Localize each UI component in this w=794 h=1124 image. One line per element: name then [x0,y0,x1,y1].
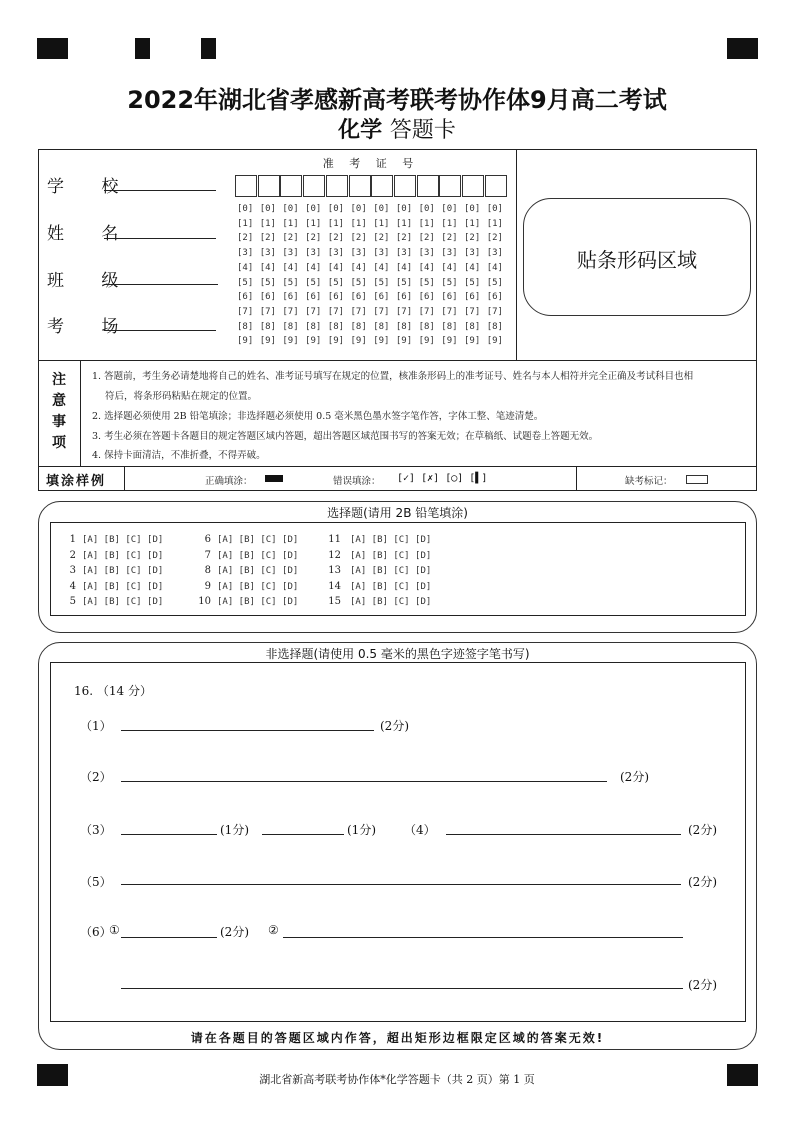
exam-id-digit-bubble[interactable]: [3] [395,248,413,259]
answer-line-5[interactable] [121,884,681,885]
page-title: 2022年湖北省孝感新高考联考协作体9月高二考试 [127,86,667,114]
alignment-mark [135,38,150,59]
wrong-fill-sample: [◯] [445,473,464,484]
question-number: 13 [328,565,341,576]
alignment-mark [37,38,68,59]
answer-bubbles[interactable]: [A] [B] [C] [D] [82,550,164,561]
answer-bubbles[interactable]: [A] [B] [C] [D] [217,581,299,592]
exam-id-digit-bubble[interactable]: [9] [418,336,435,347]
question-number: 1 [69,534,76,545]
room-label: 考 场 [47,317,135,337]
question-number: 6 [204,534,211,545]
name-field[interactable] [104,238,216,239]
exam-id-digit-bubble[interactable]: [9] [327,336,345,347]
exam-id-digit-bubble[interactable]: [0] [441,204,458,214]
exam-id-digit-bubble[interactable]: [5] [486,277,503,288]
exam-id-cell[interactable] [258,175,280,197]
exam-id-digit-bubble[interactable]: [0] [282,204,299,214]
exam-id-digit-bubble[interactable]: [8] [350,321,367,332]
exam-id-digit-bubble[interactable]: [9] [464,336,481,347]
exam-id-digit-bubble[interactable]: [8] [441,321,458,332]
exam-id-digit-bubble[interactable]: [2] [350,233,367,244]
exam-id-digit-bubble[interactable]: [8] [395,321,413,332]
question-number: 14 [328,580,341,592]
answer-line-6b[interactable] [283,937,683,938]
exam-id-digit-bubble[interactable]: [3] [441,248,458,259]
divider [80,360,81,467]
exam-id-digit-bubble[interactable]: [8] [327,321,345,332]
exam-id-digit-bubble[interactable]: [4] [464,262,481,273]
part-2-label: （2） [80,770,112,784]
exam-id-digit-bubble[interactable]: [4] [327,262,345,273]
exam-id-digit-bubble[interactable]: [2] [373,233,390,244]
exam-id-digit-bubble[interactable]: [2] [305,233,322,244]
exam-id-digit-bubble[interactable]: [7] [418,306,435,317]
exam-id-digit-bubble[interactable]: [7] [464,306,481,317]
answer-bubbles[interactable]: [A] [B] [C] [D] [350,581,432,592]
note-item: 3. 考生必须在答题卡各题目的规定答题区域内答题，超出答题区域范围书写的答案无效；在草稿纸、试题卷上答题无效。 [92,431,599,442]
alignment-mark [201,38,216,59]
answer-bubbles[interactable]: [A] [B] [C] [D] [350,566,432,576]
exam-id-digit-bubble[interactable]: [0] [373,204,390,214]
exam-id-digit-bubble[interactable]: [1] [259,218,276,229]
exam-id-digit-bubble[interactable]: [1] [373,218,390,229]
exam-id-digit-bubble[interactable]: [9] [395,336,413,347]
answer-bubbles[interactable]: [A] [B] [C] [D] [82,535,164,545]
exam-id-digit-bubble[interactable]: [3] [305,248,322,259]
exam-id-digit-bubble[interactable]: [7] [237,306,254,317]
score-label: (2分) [380,719,409,733]
exam-id-digit-bubble[interactable]: [6] [237,292,254,303]
exam-id-digit-bubble[interactable]: [9] [373,336,390,347]
divider [516,149,517,361]
exam-id-digit-bubble[interactable]: [7] [282,306,299,317]
notes-heading [38,370,80,454]
score-label: (1分) [220,823,249,837]
exam-id-digit-bubble[interactable]: [1] [327,218,345,229]
correct-fill-label: 正确填涂： [205,476,253,487]
note-item: 1. 答题前，考生务必请楚地将自己的姓名、准考证号填写在规定的位置，核准条形码上的准考证号、姓名与本人相符并完全正确及考试科目也相 [92,371,694,382]
answer-bubbles[interactable]: [A] [B] [C] [D] [350,550,432,561]
barcode-label: 贴条形码区域 [577,248,697,272]
exam-id-digit-bubble[interactable]: [0] [418,204,435,214]
alignment-mark [727,38,758,59]
exam-id-digit-bubble[interactable]: [4] [441,262,458,273]
school-label: 学 校 [47,177,135,197]
exam-id-digit-bubble[interactable]: [3] [373,248,390,259]
exam-id-digit-bubble[interactable]: [8] [373,321,390,332]
exam-id-digit-bubble[interactable]: [8] [282,321,299,332]
score-label: (2分) [688,978,717,992]
exam-id-digit-bubble[interactable]: [1] [237,218,254,229]
answer-area-warning: 请在各题目的答题区域内作答，超出矩形边框限定区域的答案无效! [190,1031,605,1045]
wrong-fill-label: 错误填涂： [333,476,381,487]
exam-id-digit-bubble[interactable]: [7] [305,306,322,317]
exam-id-digit-bubble[interactable]: [4] [418,262,435,273]
answer-bubbles[interactable]: [A] [B] [C] [D] [350,597,432,607]
exam-id-digit-bubble[interactable]: [4] [373,262,390,273]
nonchoice-answer-area [50,662,746,1022]
exam-id-digit-bubble[interactable]: [4] [395,262,413,273]
school-field[interactable] [104,190,216,191]
question-number: 15 [328,596,341,607]
exam-id-digit-bubble[interactable]: [0] [327,204,345,214]
divider [576,466,577,491]
exam-id-digit-bubble[interactable]: [0] [464,204,481,214]
exam-id-digit-bubble[interactable]: [6] [418,292,435,303]
answer-bubbles[interactable]: [A] [B] [C] [D] [350,535,432,545]
correct-fill-sample [265,475,283,482]
exam-id-digit-bubble[interactable]: [7] [441,306,458,317]
exam-id-digit-bubble[interactable]: [7] [373,306,390,317]
part-4-label: （4） [404,823,436,837]
exam-id-digit-bubble[interactable]: [2] [441,233,458,244]
exam-id-digit-bubble[interactable]: [9] [486,336,503,347]
exam-id-digit-bubble[interactable]: [7] [327,306,345,317]
exam-id-label: 准 考 证 号 [322,157,420,170]
exam-id-digit-bubble[interactable]: [6] [305,292,322,303]
exam-id-digit-bubble[interactable]: [2] [259,233,276,244]
absent-mark-box[interactable] [686,475,708,484]
notes-heading-char: 注 [52,372,66,388]
exam-id-cell[interactable] [235,175,257,197]
wrong-fill-sample: [✓] [397,473,416,484]
answer-line-2[interactable] [121,781,607,782]
exam-id-cell[interactable] [303,175,325,197]
score-label: (2分) [688,823,717,837]
answer-bubbles[interactable]: [A] [B] [C] [D] [217,597,299,607]
exam-id-digit-bubble[interactable]: [2] [464,233,481,244]
answer-bubbles[interactable]: [A] [B] [C] [D] [82,581,164,592]
exam-id-digit-bubble[interactable]: [3] [259,248,276,259]
exam-id-digit-bubble[interactable]: [1] [305,218,322,229]
question-16-label: 16. （14 分） [74,684,152,698]
exam-id-digit-bubble[interactable]: [6] [395,292,413,303]
exam-id-digit-bubble[interactable]: [3] [237,248,254,259]
question-number: 3 [69,565,76,576]
exam-id-digit-bubble[interactable]: [5] [395,277,413,288]
nonchoice-title: 非选择题(请使用 0.5 毫米的黑色字迹签字笔书写) [265,647,530,661]
exam-id-digit-bubble[interactable]: [3] [282,248,299,259]
notes-heading-char: 项 [52,435,66,451]
exam-id-digit-bubble[interactable]: [1] [350,218,367,229]
exam-id-digit-bubble[interactable]: [0] [305,204,322,214]
exam-id-digit-bubble[interactable]: [1] [441,218,458,229]
exam-id-digit-bubble[interactable]: [5] [441,277,458,288]
exam-id-cell[interactable] [417,175,439,197]
exam-id-digit-bubble[interactable]: [8] [464,321,481,332]
exam-id-digit-bubble[interactable]: [0] [395,204,413,214]
exam-id-digit-bubble[interactable]: [4] [305,262,322,273]
exam-id-digit-bubble[interactable]: [8] [418,321,435,332]
exam-id-digit-bubble[interactable]: [3] [464,248,481,259]
name-label: 姓 名 [47,224,135,244]
exam-id-digit-bubble[interactable]: [0] [237,204,254,214]
exam-id-digit-bubble[interactable]: [3] [327,248,345,259]
page-subtitle [0,113,794,144]
exam-id-digit-bubble[interactable]: [1] [418,218,435,229]
question-number: 12 [328,549,341,561]
question-number: 11 [328,534,341,545]
exam-id-digit-bubble[interactable]: [8] [259,321,276,332]
note-item: 2. 选择题必须使用 2B 铅笔填涂；非选择题必须使用 0.5 毫米黑色墨水签字笔作答，字体工整、笔迹清楚。 [92,411,544,422]
class-field[interactable] [104,284,218,285]
answer-line-4[interactable] [446,834,681,835]
exam-id-digit-bubble[interactable]: [5] [464,277,481,288]
exam-id-digit-bubble[interactable]: [5] [259,277,276,288]
exam-id-digit-bubble[interactable]: [4] [486,262,503,273]
exam-id-digit-bubble[interactable]: [4] [237,262,254,273]
question-number: 9 [204,580,211,592]
class-label: 班 级 [47,271,135,291]
exam-id-digit-bubble[interactable]: [1] [486,218,503,229]
answer-line-6a[interactable] [121,937,217,938]
score-label: (2分) [220,925,249,939]
exam-id-digit-bubble[interactable]: [6] [259,292,276,303]
notes-heading-char: 意 [52,393,66,409]
answer-line-3a[interactable] [121,834,217,835]
exam-id-digit-bubble[interactable]: [0] [259,204,276,214]
question-number: 5 [69,596,76,607]
score-label: (1分) [347,823,376,837]
answer-line-1[interactable] [121,730,374,731]
exam-id-digit-bubble[interactable]: [5] [350,277,367,288]
answer-bubbles[interactable]: [A] [B] [C] [D] [82,566,164,576]
absent-label: 缺考标记： [625,476,673,487]
exam-id-digit-bubble[interactable]: [3] [486,248,503,259]
exam-id-digit-bubble[interactable]: [6] [373,292,390,303]
question-number: 2 [69,549,76,561]
question-number: 4 [69,580,76,592]
exam-id-digit-bubble[interactable]: [3] [418,248,435,259]
exam-id-digit-bubble[interactable]: [5] [282,277,299,288]
exam-id-digit-bubble[interactable]: [1] [464,218,481,229]
exam-id-digit-bubble[interactable]: [2] [418,233,435,244]
exam-id-digit-bubble[interactable]: [5] [237,277,254,288]
exam-id-digit-bubble[interactable]: [6] [441,292,458,303]
wrong-fill-sample: [▌] [469,473,488,484]
exam-id-digit-bubble[interactable]: [5] [305,277,322,288]
exam-id-cell[interactable] [439,175,461,197]
exam-id-digit-bubble[interactable]: [1] [282,218,299,229]
exam-id-cell[interactable] [349,175,371,197]
exam-id-digit-bubble[interactable]: [2] [327,233,345,244]
divider [124,466,125,491]
exam-id-cell[interactable] [485,175,507,197]
answer-line-3b[interactable] [262,834,344,835]
wrong-fill-sample: [✗] [421,473,440,484]
exam-id-cell[interactable] [394,175,416,197]
exam-id-digit-bubble[interactable]: [6] [282,292,299,303]
exam-id-digit-bubble[interactable]: [8] [486,321,503,332]
exam-id-digit-bubble[interactable]: [7] [486,306,503,317]
exam-id-digit-bubble[interactable]: [2] [282,233,299,244]
exam-id-digit-bubble[interactable]: [9] [305,336,322,347]
answer-bubbles[interactable]: [A] [B] [C] [D] [217,550,299,561]
exam-id-digit-bubble[interactable]: [4] [282,262,299,273]
note-item: 4. 保持卡面清洁，不准折叠，不得弄破。 [92,450,266,461]
exam-id-digit-bubble[interactable]: [9] [282,336,299,347]
exam-id-cell[interactable] [326,175,348,197]
exam-id-cell[interactable] [280,175,302,197]
exam-id-digit-bubble[interactable]: [8] [237,321,254,332]
exam-id-digit-bubble[interactable]: [1] [395,218,413,229]
exam-id-cell[interactable] [371,175,393,197]
question-number: 10 [198,596,211,607]
score-label: (2分) [688,875,717,889]
exam-id-digit-bubble[interactable]: [3] [350,248,367,259]
answer-bubbles[interactable]: [A] [B] [C] [D] [217,535,299,545]
exam-id-digit-bubble[interactable]: [2] [486,233,503,244]
exam-id-digit-bubble[interactable]: [6] [486,292,503,303]
part-6-label: （6） [80,925,112,939]
exam-id-digit-bubble[interactable]: [5] [418,277,435,288]
part-1-label: （1） [80,719,112,733]
subject-label: 化学 [338,118,383,143]
exam-id-digit-bubble[interactable]: [5] [373,277,390,288]
answer-line-6c[interactable] [121,988,683,989]
circled-two: ② [268,923,279,937]
exam-id-digit-bubble[interactable]: [9] [441,336,458,347]
answer-bubbles[interactable]: [A] [B] [C] [D] [217,566,299,576]
exam-id-cell[interactable] [462,175,484,197]
exam-id-digit-bubble[interactable]: [9] [259,336,276,347]
exam-id-digit-bubble[interactable]: [5] [327,277,345,288]
exam-id-digit-bubble[interactable]: [0] [486,204,503,214]
question-number: 7 [204,549,211,561]
exam-id-digit-bubble[interactable]: [7] [350,306,367,317]
wrong-fill-samples [397,473,487,484]
exam-id-digit-bubble[interactable]: [7] [259,306,276,317]
answer-bubbles[interactable]: [A] [B] [C] [D] [82,597,164,607]
score-label: (2分) [620,770,649,784]
card-label: 答题卡 [389,118,456,143]
exam-id-digit-bubble[interactable]: [4] [350,262,367,273]
question-number: 8 [204,565,211,576]
room-field[interactable] [104,330,216,331]
page-footer: 湖北省新高考联考协作体*化学答题卡（共 2 页）第 1 页 [259,1073,535,1086]
choice-title: 选择题(请用 2B 铅笔填涂) [327,506,468,520]
exam-id-digit-bubble[interactable]: [0] [350,204,367,214]
part-3-label: （3） [80,823,112,837]
part-5-label: （5） [80,875,112,889]
sample-label: 填涂样例 [46,474,107,489]
exam-id-digit-bubble[interactable]: [4] [259,262,276,273]
exam-id-digit-bubble[interactable]: [6] [350,292,367,303]
exam-id-digit-bubble[interactable]: [2] [237,233,254,244]
exam-id-digit-bubble[interactable]: [2] [395,233,413,244]
exam-id-digit-bubble[interactable]: [9] [350,336,367,347]
circled-one: ① [109,923,120,937]
exam-id-digit-bubble[interactable]: [7] [395,306,413,317]
exam-id-digit-bubble[interactable]: [9] [237,336,254,347]
exam-id-digit-bubble[interactable]: [6] [464,292,481,303]
note-item: 符后，将条形码粘贴在规定的位置。 [105,391,258,402]
notes-heading-char: 事 [52,414,66,430]
exam-id-digit-bubble[interactable]: [8] [305,321,322,332]
exam-id-digit-bubble[interactable]: [6] [327,292,345,303]
